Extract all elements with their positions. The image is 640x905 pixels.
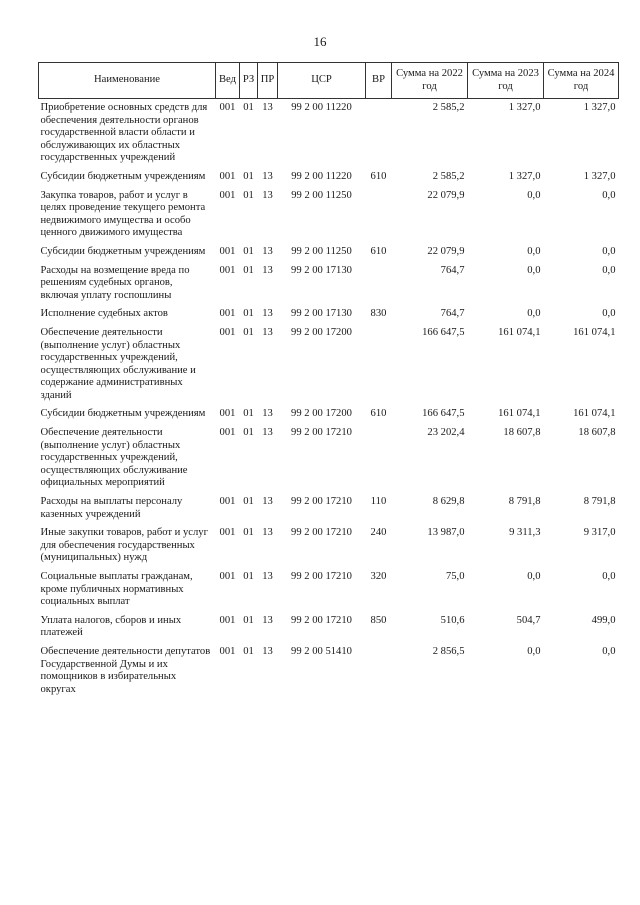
row-sum-2024: 8 791,8 bbox=[583, 496, 616, 508]
header-sum-2023: Сумма на 2023 год bbox=[468, 63, 544, 99]
row-vr: 830 bbox=[370, 308, 387, 320]
row-csr: 99 2 00 17200 bbox=[291, 326, 352, 338]
row-sum-2022: 75,0 bbox=[445, 571, 465, 582]
row-name: Субсидии бюджетным учреждениям bbox=[40, 408, 206, 420]
row-pr: 13 bbox=[262, 527, 273, 539]
row-ved: 001 bbox=[219, 326, 236, 338]
row-rz: 01 bbox=[243, 496, 254, 508]
row-pr: 13 bbox=[262, 645, 273, 657]
row-pr: 13 bbox=[262, 102, 273, 113]
row-ved: 001 bbox=[219, 189, 236, 201]
row-sum-2023: 161 074,1 bbox=[498, 326, 541, 338]
row-sum-2024: 0,0 bbox=[602, 264, 616, 276]
row-ved: 001 bbox=[219, 170, 236, 182]
row-sum-2023: 0,0 bbox=[527, 264, 541, 276]
row-sum-2022: 510,6 bbox=[440, 614, 465, 626]
row-rz: 01 bbox=[243, 189, 254, 201]
row-ved: 001 bbox=[219, 408, 236, 420]
row-csr: 99 2 00 17130 bbox=[291, 308, 352, 320]
row-sum-2023: 9 311,3 bbox=[509, 527, 541, 539]
row-vr bbox=[366, 643, 392, 699]
row-sum-2023: 0,0 bbox=[527, 308, 541, 320]
row-sum-2024: 499,0 bbox=[591, 614, 616, 626]
row-vr: 610 bbox=[370, 245, 387, 257]
row-name: Расходы на выплаты персоналу казенных учреждений bbox=[40, 496, 183, 520]
table-row bbox=[39, 493, 619, 524]
row-sum-2022: 166 647,5 bbox=[422, 326, 465, 338]
row-sum-2023: 0,0 bbox=[527, 645, 541, 657]
row-sum-2024: 0,0 bbox=[602, 645, 616, 657]
row-sum-2023: 161 074,1 bbox=[498, 408, 541, 420]
row-rz: 01 bbox=[243, 326, 254, 338]
row-csr: 99 2 00 17210 bbox=[291, 496, 352, 508]
row-ved: 001 bbox=[219, 645, 236, 657]
row-pr: 13 bbox=[262, 496, 273, 508]
row-vr: 850 bbox=[370, 614, 387, 626]
row-csr: 99 2 00 17210 bbox=[291, 571, 352, 582]
row-sum-2024: 0,0 bbox=[602, 308, 616, 320]
row-csr: 99 2 00 17130 bbox=[291, 264, 352, 276]
row-sum-2022: 22 079,9 bbox=[427, 189, 465, 201]
row-rz: 01 bbox=[243, 571, 254, 582]
row-name: Приобретение основных средств для обеспечения деятельности органов государственной власти области и обслуживающих их областных государственных учреждений bbox=[40, 102, 208, 164]
row-sum-2023: 1 327,0 bbox=[508, 170, 541, 182]
row-vr: 110 bbox=[370, 496, 387, 508]
row-rz: 01 bbox=[243, 264, 254, 276]
row-sum-2024: 0,0 bbox=[602, 189, 616, 201]
row-ved: 001 bbox=[219, 102, 236, 113]
table-row bbox=[39, 243, 619, 262]
row-sum-2022: 2 856,5 bbox=[432, 645, 465, 657]
row-vr: 610 bbox=[370, 408, 387, 420]
row-pr: 13 bbox=[262, 427, 273, 439]
header-vr: ВР bbox=[366, 63, 392, 99]
row-sum-2023: 0,0 bbox=[527, 189, 541, 201]
header-sum-2022: Сумма на 2022 год bbox=[392, 63, 468, 99]
row-csr: 99 2 00 17200 bbox=[291, 408, 352, 420]
row-vr bbox=[366, 262, 392, 306]
row-pr: 13 bbox=[262, 189, 273, 201]
row-sum-2024: 18 607,8 bbox=[578, 427, 616, 439]
header-name: Наименование bbox=[39, 63, 216, 99]
row-sum-2024: 161 074,1 bbox=[573, 326, 616, 338]
header-sum-2024: Сумма на 2024 год bbox=[544, 63, 619, 99]
header-csr: ЦСР bbox=[278, 63, 366, 99]
row-csr: 99 2 00 11220 bbox=[291, 102, 352, 113]
table-row bbox=[39, 568, 619, 612]
row-sum-2022: 8 629,8 bbox=[432, 496, 465, 508]
row-name: Социальные выплаты гражданам, кроме публичных нормативных социальных выплат bbox=[40, 571, 193, 608]
row-ved: 001 bbox=[219, 245, 236, 257]
row-name: Уплата налогов, сборов и иных платежей bbox=[40, 614, 182, 639]
row-name: Субсидии бюджетным учреждениям bbox=[40, 245, 206, 257]
table-row bbox=[39, 99, 619, 168]
row-sum-2023: 504,7 bbox=[516, 614, 541, 626]
row-rz: 01 bbox=[243, 527, 254, 539]
row-name: Иные закупки товаров, работ и услуг для обеспечения государственных (муниципальных) нужд bbox=[40, 527, 208, 564]
row-sum-2024: 161 074,1 bbox=[573, 408, 616, 420]
table-row bbox=[39, 324, 619, 406]
row-csr: 99 2 00 17210 bbox=[291, 527, 352, 539]
page-number: 16 bbox=[313, 34, 327, 49]
row-vr bbox=[366, 187, 392, 243]
row-ved: 001 bbox=[219, 264, 236, 276]
row-rz: 01 bbox=[243, 102, 254, 113]
row-sum-2022: 22 079,9 bbox=[427, 245, 465, 257]
row-vr: 320 bbox=[370, 571, 387, 582]
row-vr: 610 bbox=[370, 170, 387, 182]
row-csr: 99 2 00 17210 bbox=[291, 614, 352, 626]
row-pr: 13 bbox=[262, 571, 273, 582]
row-sum-2022: 13 987,0 bbox=[427, 527, 465, 539]
row-csr: 99 2 00 11250 bbox=[291, 189, 352, 201]
table-row bbox=[39, 612, 619, 643]
budget-table bbox=[38, 62, 619, 699]
row-rz: 01 bbox=[243, 308, 254, 320]
row-ved: 001 bbox=[219, 527, 236, 539]
table-row bbox=[39, 168, 619, 187]
row-rz: 01 bbox=[243, 614, 254, 626]
row-csr: 99 2 00 11220 bbox=[291, 170, 352, 182]
row-pr: 13 bbox=[262, 614, 273, 626]
row-name: Обеспечение деятельности (выполнение услуг) областных государственных учреждений, осуществляющих обслуживание официальных мероприятий bbox=[40, 427, 188, 489]
row-rz: 01 bbox=[243, 645, 254, 657]
row-name: Закупка товаров, работ и услуг в целях проведение текущего ремонта недвижимого имущества и особо ценного движимого имущества bbox=[40, 189, 206, 239]
row-sum-2022: 166 647,5 bbox=[422, 408, 465, 420]
row-name: Субсидии бюджетным учреждениям bbox=[40, 170, 206, 182]
row-pr: 13 bbox=[262, 308, 273, 320]
row-ved: 001 bbox=[219, 614, 236, 626]
row-sum-2024: 0,0 bbox=[602, 571, 616, 582]
row-rz: 01 bbox=[243, 245, 254, 257]
table-row bbox=[39, 643, 619, 699]
row-sum-2023: 1 327,0 bbox=[508, 102, 541, 113]
row-rz: 01 bbox=[243, 408, 254, 420]
row-csr: 99 2 00 17210 bbox=[291, 427, 352, 439]
row-ved: 001 bbox=[219, 308, 236, 320]
row-pr: 13 bbox=[262, 245, 273, 257]
row-vr bbox=[366, 424, 392, 493]
row-sum-2024: 0,0 bbox=[602, 245, 616, 257]
row-name: Расходы на возмещение вреда по решениям судебных органов, включая уплату госпошлины bbox=[40, 264, 190, 301]
header-rz: РЗ bbox=[240, 63, 258, 99]
row-ved: 001 bbox=[219, 496, 236, 508]
table-row bbox=[39, 305, 619, 324]
row-pr: 13 bbox=[262, 264, 273, 276]
row-ved: 001 bbox=[219, 571, 236, 582]
row-pr: 13 bbox=[262, 408, 273, 420]
row-sum-2023: 0,0 bbox=[527, 571, 541, 582]
row-sum-2022: 2 585,2 bbox=[432, 102, 465, 113]
row-rz: 01 bbox=[243, 427, 254, 439]
row-rz: 01 bbox=[243, 170, 254, 182]
row-sum-2024: 9 317,0 bbox=[583, 527, 616, 539]
row-sum-2022: 2 585,2 bbox=[432, 170, 465, 182]
table-body bbox=[39, 99, 619, 700]
row-vr: 240 bbox=[370, 527, 387, 539]
row-sum-2024: 1 327,0 bbox=[583, 170, 616, 182]
row-sum-2023: 0,0 bbox=[527, 245, 541, 257]
row-name: Исполнение судебных актов bbox=[40, 308, 168, 320]
row-sum-2022: 764,7 bbox=[440, 308, 465, 320]
table-row bbox=[39, 524, 619, 568]
row-vr bbox=[366, 324, 392, 406]
row-vr bbox=[366, 99, 392, 168]
row-sum-2022: 764,7 bbox=[440, 264, 465, 276]
row-sum-2024: 1 327,0 bbox=[583, 102, 616, 113]
row-csr: 99 2 00 11250 bbox=[291, 245, 352, 257]
table-row bbox=[39, 405, 619, 424]
row-sum-2022: 23 202,4 bbox=[427, 427, 465, 439]
row-csr: 99 2 00 51410 bbox=[291, 645, 352, 657]
row-sum-2023: 18 607,8 bbox=[503, 427, 541, 439]
row-ved: 001 bbox=[219, 427, 236, 439]
table-row bbox=[39, 424, 619, 493]
row-name: Обеспечение деятельности (выполнение услуг) областных государственных учреждений, осуществляющих обслуживание и содержание административных зданий bbox=[40, 326, 196, 401]
table-row bbox=[39, 187, 619, 243]
row-sum-2023: 8 791,8 bbox=[508, 496, 541, 508]
row-name: Обеспечение деятельности депутатов Государственной Думы и их помощников в избирательных округах bbox=[40, 645, 211, 695]
row-pr: 13 bbox=[262, 170, 273, 182]
table-header-row bbox=[39, 63, 619, 99]
table-row bbox=[39, 262, 619, 306]
row-pr: 13 bbox=[262, 326, 273, 338]
header-ved: Вед bbox=[216, 63, 240, 99]
header-pr: ПР bbox=[258, 63, 278, 99]
